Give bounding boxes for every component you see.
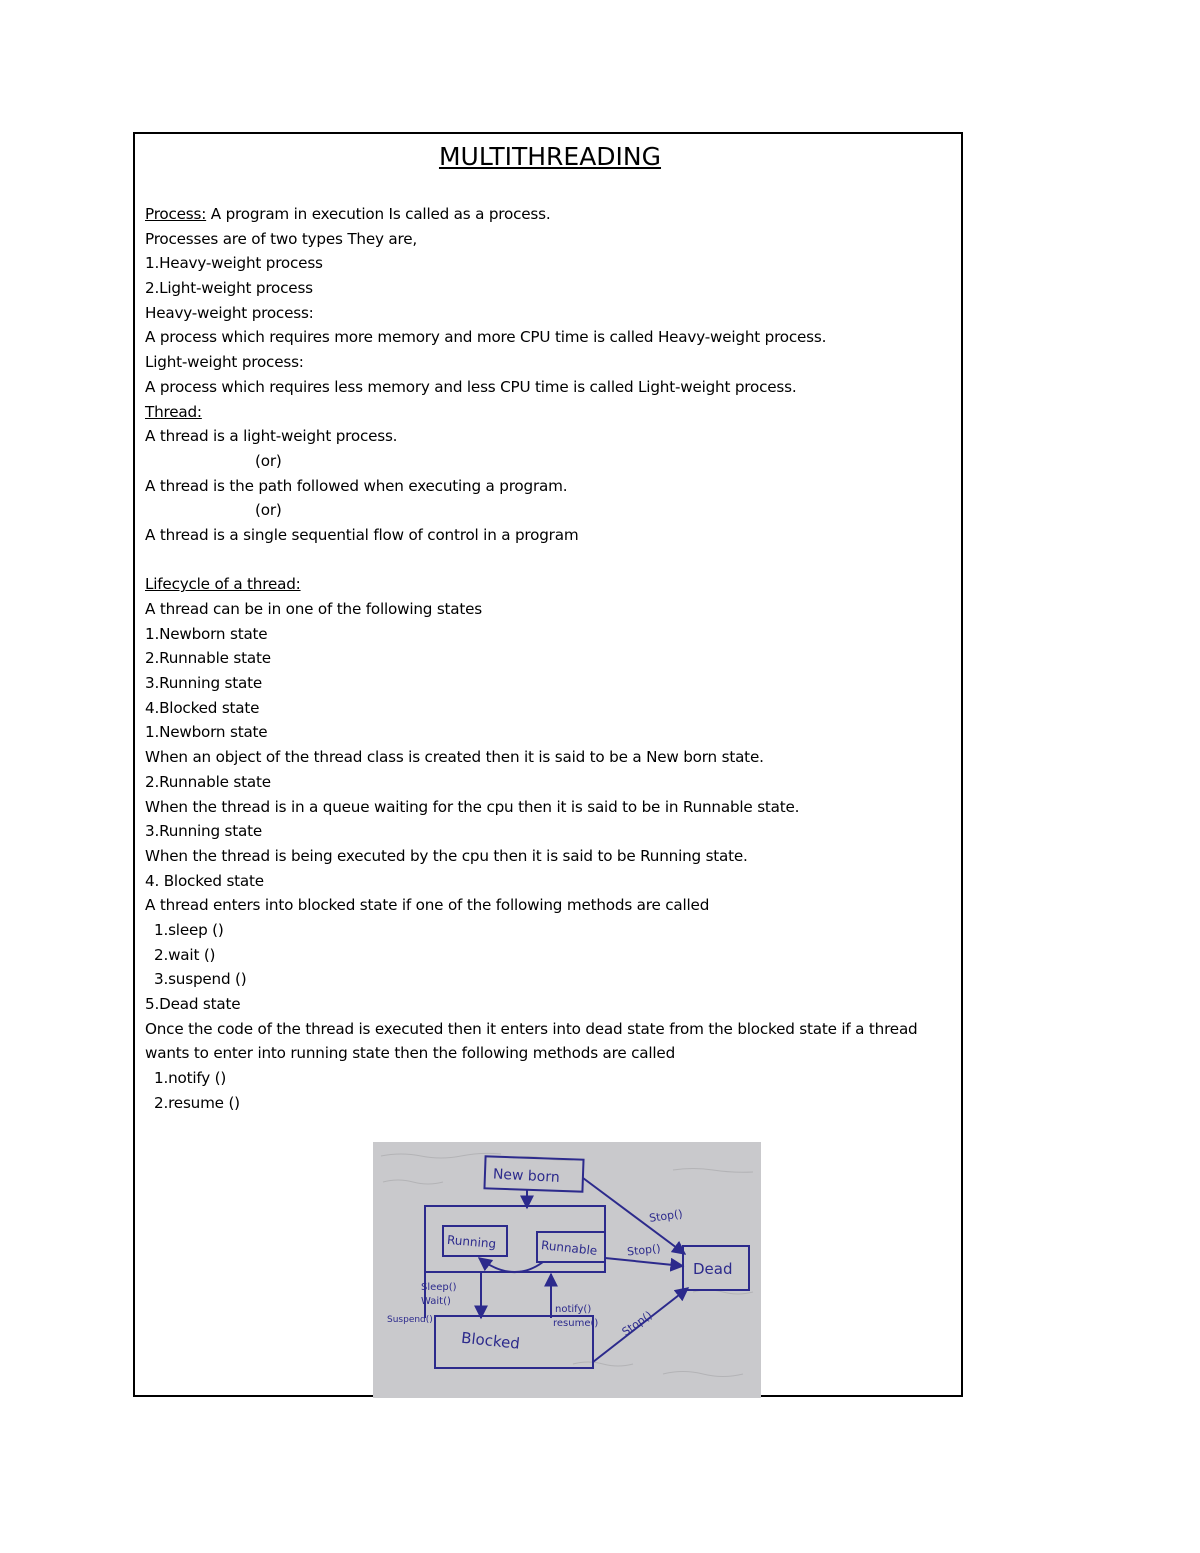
state-list-item: 1.Newborn state <box>145 624 268 643</box>
diagram-label-newborn: New born <box>492 1166 561 1186</box>
running-heading: 3.Running state <box>145 822 263 841</box>
diagram-label-wait: Wait() <box>421 1296 451 1307</box>
blocked-method-item: 2.wait () <box>154 945 216 964</box>
blocked-method-item: 3.suspend () <box>154 970 247 989</box>
process-types-intro: Processes are of two types They are, <box>145 229 417 248</box>
document-body <box>145 202 955 1115</box>
newborn-heading: 1.Newborn state <box>145 723 268 742</box>
diagram-label-suspend: Suspend() <box>387 1315 433 1325</box>
state-list-item: 2.Runnable state <box>145 649 271 668</box>
process-label: Process: <box>145 205 207 223</box>
running-description: When the thread is being executed by the cpu then it is said to be Running state. <box>145 846 748 865</box>
diagram-label-sleep: Sleep() <box>421 1282 457 1293</box>
process-type-heavy: 1.Heavy-weight process <box>145 254 323 273</box>
diagram-label-resume: resume() <box>553 1318 599 1329</box>
or-separator-1: (or) <box>255 451 282 470</box>
thread-definition-3: A thread is a single sequential flow of control in a program <box>145 525 579 544</box>
blocked-description: A thread enters into blocked state if one of the following methods are called <box>145 896 710 915</box>
process-type-light: 2.Light-weight process <box>145 279 313 298</box>
or-separator-2: (or) <box>255 501 282 520</box>
dead-description: Once the code of the thread is executed then it enters into dead state from the blocked state if a thread wants to enter into running state then the following methods are called <box>145 1019 918 1063</box>
heavy-weight-description: A process which requires more memory and more CPU time is called Heavy-weight process. <box>145 328 827 347</box>
thread-definition-1: A thread is a light-weight process. <box>145 427 398 446</box>
light-weight-description: A process which requires less memory and less CPU time is called Light-weight process. <box>145 377 797 396</box>
light-weight-heading: Light-weight process: <box>145 353 304 372</box>
diagram-label-stop-active: Stop() <box>626 1241 662 1259</box>
runnable-heading: 2.Runnable state <box>145 772 271 791</box>
state-list-item: 3.Running state <box>145 674 263 693</box>
newborn-description: When an object of the thread class is created then it is said to be a New born state. <box>145 748 764 767</box>
resume-method-item: 1.notify () <box>154 1069 227 1088</box>
diagram-label-stop-newborn: Stop() <box>648 1207 684 1225</box>
lifecycle-intro: A thread can be in one of the following states <box>145 600 483 618</box>
diagram-label-stop-blocked: Stop() <box>619 1308 655 1339</box>
diagram-label-runnable: Runnable <box>540 1238 598 1258</box>
state-list-item: 4.Blocked state <box>145 698 260 717</box>
diagram-label-dead: Dead <box>693 1260 733 1278</box>
lifecycle-heading-line <box>145 572 955 597</box>
thread-heading-line <box>145 400 955 425</box>
page-title: MULTITHREADING <box>438 142 662 171</box>
runnable-description: When the thread is in a queue waiting for the cpu then it is said to be in Runnable state. <box>145 797 800 816</box>
blocked-method-item: 1.sleep () <box>154 920 224 939</box>
thread-heading: Thread: <box>145 402 202 421</box>
blocked-heading: 4. Blocked state <box>145 871 264 890</box>
diagram-label-running: Running <box>446 1232 497 1251</box>
blank-line <box>145 548 955 573</box>
heavy-weight-heading: Heavy-weight process: <box>145 303 314 322</box>
resume-method-item: 2.resume () <box>154 1093 240 1112</box>
thread-lifecycle-diagram-photo <box>373 1142 761 1398</box>
process-definition-line <box>145 202 955 227</box>
diagram-label-notify: notify() <box>555 1304 592 1315</box>
thread-lifecycle-diagram <box>373 1142 761 1398</box>
page-frame <box>133 132 963 1397</box>
thread-definition-2: A thread is the path followed when executing a program. <box>145 476 568 495</box>
lifecycle-heading: Lifecycle of a thread: <box>145 575 301 594</box>
dead-heading: 5.Dead state <box>145 995 241 1013</box>
process-definition: A program in execution Is called as a process. <box>206 205 551 223</box>
diagram-label-blocked: Blocked <box>460 1328 521 1353</box>
